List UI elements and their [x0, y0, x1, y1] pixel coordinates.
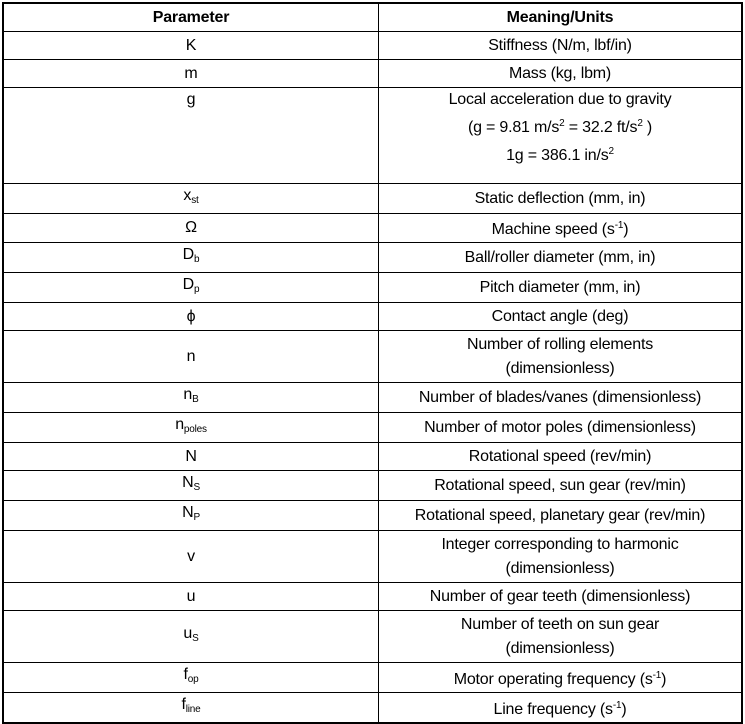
table-row-d-p: [3, 273, 742, 303]
text-segment: N: [182, 504, 194, 521]
parameter-cell-m: [3, 60, 379, 88]
sub-text: op: [187, 674, 199, 685]
parameter-cell-n-s: [3, 471, 379, 501]
column-header-parameter: Parameter: [3, 3, 379, 32]
text-segment: Static deflection (mm, in): [474, 189, 646, 207]
text-segment: Integer corresponding to harmonic: [441, 535, 679, 553]
meaning-line: [383, 613, 737, 637]
table-row-d-b: [3, 243, 742, 273]
text-segment: 1g = 386.1 in/s: [506, 147, 609, 164]
text-segment: n: [183, 386, 193, 403]
text-segment: Local acceleration due to gravity: [448, 91, 672, 108]
sub-text: b: [193, 254, 200, 265]
table-row-f-line: [3, 693, 742, 724]
table-row-f-op: [3, 663, 742, 693]
table-row-x-st: [3, 184, 742, 214]
parameter-cell-d-p: [3, 273, 379, 303]
parameter-cell-u-s: [3, 611, 379, 663]
sup-text: -1: [652, 669, 662, 681]
table-row-n-b: [3, 383, 742, 413]
meaning-line: [383, 187, 737, 211]
parameter-cell-phi: [3, 303, 379, 331]
meaning-cell-n-cap: [379, 443, 743, 471]
sub-text: P: [193, 512, 200, 523]
parameter-cell-n: [3, 331, 379, 383]
meaning-cell-n-p: [379, 501, 743, 531]
table-row-g: [3, 88, 742, 184]
text-segment: x: [183, 187, 192, 204]
text-segment: Pitch diameter (mm, in): [479, 278, 641, 296]
table-row-phi: [3, 303, 742, 331]
text-segment: f: [183, 666, 188, 683]
meaning-line: [383, 664, 737, 692]
meaning-cell-m: [379, 60, 743, 88]
sub-text: poles: [183, 424, 207, 435]
parameter-cell-u: [3, 583, 379, 611]
text-segment: n: [175, 416, 184, 433]
meaning-line: [383, 333, 737, 357]
text-segment: v: [187, 547, 195, 565]
meaning-cell-d-b: [379, 243, 743, 273]
meaning-line: [383, 445, 737, 469]
meaning-cell-n-b: [379, 383, 743, 413]
meaning-line: [383, 694, 737, 722]
meaning-line: [383, 140, 737, 168]
meaning-line: [383, 533, 737, 557]
meaning-line: [383, 474, 737, 498]
parameter-cell-n-cap: [3, 443, 379, 471]
meaning-cell-x-st: [379, 184, 743, 214]
text-segment: K: [185, 36, 197, 54]
meaning-cell-n-poles: [379, 413, 743, 443]
meaning-cell-u-s: [379, 611, 743, 663]
sup-text: 2: [637, 118, 643, 129]
text-segment: Ω: [185, 219, 197, 236]
meaning-cell-f-op: [379, 663, 743, 693]
sup-text: 2: [608, 146, 614, 157]
sup-text: 2: [559, 118, 565, 129]
text-segment: D: [182, 246, 194, 263]
meaning-cell-n-s: [379, 471, 743, 501]
meaning-line: [383, 34, 737, 58]
meaning-line: [383, 416, 737, 440]
table-row-n-s: [3, 471, 742, 501]
text-segment: (dimensionless): [505, 639, 615, 657]
table-row-n: [3, 331, 742, 383]
text-segment: Number of gear teeth (dimensionless): [429, 587, 691, 605]
parameter-cell-f-op: [3, 663, 379, 693]
table-row-k: [3, 32, 742, 60]
text-segment: ϕ: [186, 307, 196, 325]
parameter-cell-omega: [3, 214, 379, 243]
text-segment: Number of motor poles (dimensionless): [424, 418, 696, 436]
text-segment: Number of teeth on sun gear: [460, 615, 660, 633]
sub-text: p: [193, 284, 200, 295]
sub-text: st: [191, 195, 199, 206]
text-segment: Rotational speed, planetary gear (rev/min): [414, 506, 706, 524]
text-segment: n: [186, 347, 196, 365]
table-row-v: [3, 531, 742, 583]
meaning-line: [383, 585, 737, 609]
text-segment: ): [642, 119, 653, 136]
text-segment: Number of rolling elements: [467, 335, 653, 353]
text-segment: Line frequency (s: [493, 700, 613, 718]
table-body: [3, 32, 742, 724]
meaning-cell-f-line: [379, 693, 743, 724]
meaning-cell-omega: [379, 214, 743, 243]
header-row: [3, 3, 742, 32]
meaning-line: [383, 214, 737, 242]
sub-text: S: [192, 633, 199, 644]
meaning-cell-v: [379, 531, 743, 583]
text-segment: ): [623, 221, 629, 238]
meaning-cell-u: [379, 583, 743, 611]
meaning-line: [383, 637, 737, 661]
meaning-line: [383, 504, 737, 528]
parameter-cell-f-line: [3, 693, 379, 724]
meaning-cell-d-p: [379, 273, 743, 303]
sub-text: B: [192, 394, 199, 405]
parameter-table: [2, 2, 743, 724]
text-segment: u: [186, 587, 196, 605]
parameter-cell-x-st: [3, 184, 379, 214]
text-segment: Rotational speed, sun gear (rev/min): [434, 476, 686, 494]
table-row-omega: [3, 214, 742, 243]
meaning-line: [383, 88, 737, 112]
text-segment: N: [185, 447, 197, 465]
parameter-cell-d-b: [3, 243, 379, 273]
text-segment: N: [182, 474, 194, 491]
table-row-m: [3, 60, 742, 88]
meaning-line: [383, 246, 737, 270]
text-segment: f: [181, 696, 186, 713]
sub-text: line: [185, 704, 201, 715]
text-segment: (dimensionless): [505, 559, 615, 577]
text-segment: g: [186, 91, 196, 108]
parameter-cell-v: [3, 531, 379, 583]
text-segment: Stiffness (N/m, lbf/in): [488, 36, 632, 54]
text-segment: u: [183, 625, 193, 642]
column-header-meaning-units: Meaning/Units: [379, 3, 743, 32]
meaning-line: [383, 357, 737, 381]
meaning-cell-k: [379, 32, 743, 60]
meaning-cell-phi: [379, 303, 743, 331]
sup-text: -1: [614, 220, 624, 231]
table-row-n-p: [3, 501, 742, 531]
text-segment: Mass (kg, lbm): [508, 64, 612, 82]
sup-text: -1: [612, 699, 622, 711]
meaning-line: [383, 276, 737, 300]
text-segment: (dimensionless): [505, 359, 615, 377]
meaning-line: [383, 62, 737, 86]
meaning-line: [383, 112, 737, 140]
table-row-n-poles: [3, 413, 742, 443]
parameter-cell-n-p: [3, 501, 379, 531]
table-row-u-s: [3, 611, 742, 663]
meaning-line: [383, 557, 737, 581]
parameter-cell-k: [3, 32, 379, 60]
text-segment: m: [184, 64, 198, 82]
meaning-line: [383, 386, 737, 410]
parameter-cell-n-poles: [3, 413, 379, 443]
text-segment: Motor operating frequency (s: [453, 670, 653, 688]
parameter-cell-n-b: [3, 383, 379, 413]
text-segment: ): [661, 670, 667, 688]
table-row-u: [3, 583, 742, 611]
text-segment: Contact angle (deg): [491, 307, 629, 325]
text-segment: (g = 9.81 m/s: [467, 119, 560, 136]
sub-text: S: [193, 482, 200, 493]
text-segment: Machine speed (s: [491, 221, 615, 238]
table-header: [3, 3, 742, 32]
meaning-cell-n: [379, 331, 743, 383]
text-segment: Ball/roller diameter (mm, in): [464, 248, 656, 266]
parameter-cell-g: [3, 88, 379, 184]
table-row-n-cap: [3, 443, 742, 471]
text-segment: Rotational speed (rev/min): [468, 447, 652, 465]
meaning-line: [383, 305, 737, 329]
text-segment: Number of blades/vanes (dimensionless): [418, 388, 702, 406]
text-segment: = 32.2 ft/s: [564, 119, 638, 136]
meaning-cell-g: [379, 88, 743, 184]
text-segment: D: [182, 276, 194, 293]
text-segment: ): [621, 700, 627, 718]
